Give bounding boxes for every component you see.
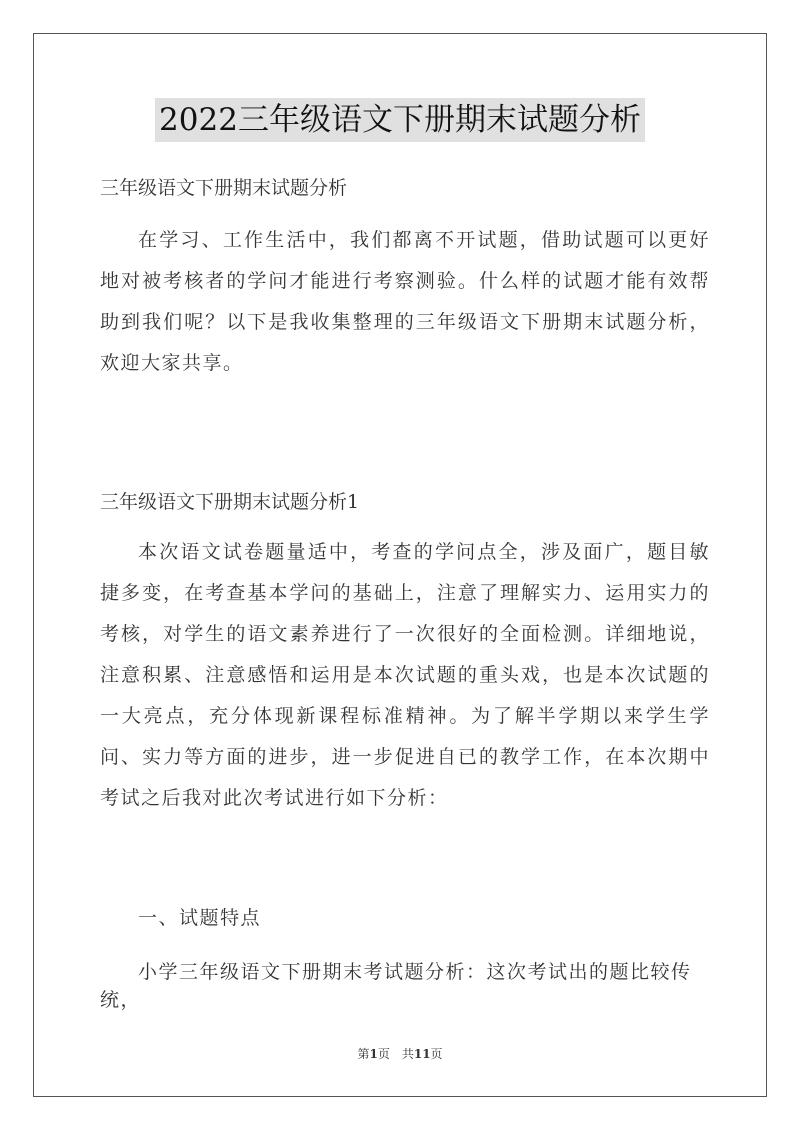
total-prefix: 共 [401, 1047, 414, 1061]
section1-heading: 三年级语文下册期末试题分析1 [100, 491, 360, 513]
document-subtitle: 三年级语文下册期末试题分析 [100, 177, 348, 199]
intro-paragraph: 在学习、工作生活中，我们都离不开试题，借助试题可以更好地对被考核者的学问才能进行考察测验。什么样的试题才能有效帮助到我们呢？以下是我收集整理的三年级语文下册期末试题分析，欢迎大家共享。 [100, 229, 710, 374]
page-total: 11 [413, 1047, 431, 1061]
page-unit: 页 [377, 1047, 390, 1061]
total-unit: 页 [430, 1047, 443, 1061]
page-prefix: 第 [357, 1047, 370, 1061]
last-paragraph: 小学三年级语文下册期末考试题分析：这次考试出的题比较传统， [100, 961, 692, 1011]
page-current: 1 [369, 1047, 378, 1061]
title-container [0, 98, 800, 142]
document-title: 2022三年级语文下册期末试题分析 [155, 98, 645, 142]
section1-body-paragraph: 本次语文试卷题量适中，考查的学问点全，涉及面广，题目敏捷多变，在考查基本学问的基础上，注意了理解实力、运用实力的考核，对学生的语文素养进行了一次很好的全面检测。详细地说，注意积累、注意感悟和运用是本次试题的重头戏，也是本次试题的一大亮点，充分体现新课程标准精神。为了解半学期以来学生学问、实力等方面的进步，进一步促进自已的教学工作，在本次期中考试之后我对此次考试进行如下分析： [100, 541, 710, 809]
page-footer [0, 1045, 800, 1062]
subheading-test-features: 一、试题特点 [138, 907, 262, 929]
